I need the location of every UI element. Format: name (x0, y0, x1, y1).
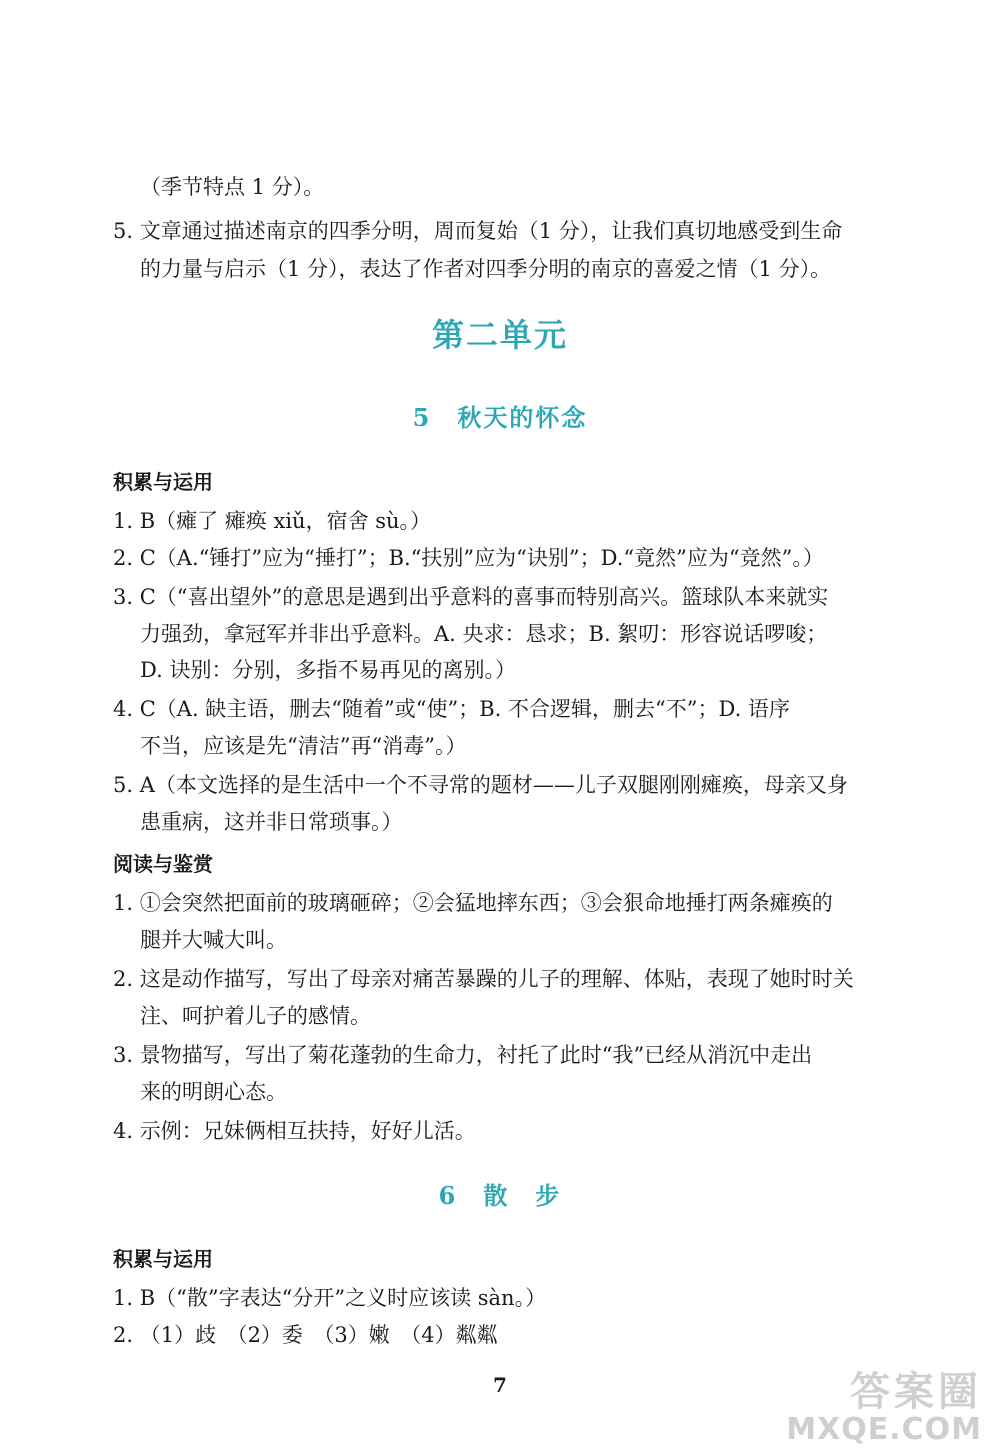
l5-reading-line-1: 1. ①会突然把面前的玻璃砸碎；②会猛地摔东西；③会狠命地捶打两条瘫痪的 (113, 891, 833, 915)
lesson-5-title: 5 秋天的怀念 (412, 403, 588, 432)
l5-accumulate-line-8: 5. A（本文选择的是生活中一个不寻常的题材——儿子双腿刚刚瘫痪，母亲又身 (113, 773, 848, 797)
l5-reading-line-3: 2. 这是动作描写，写出了母亲对痛苦暴躁的儿子的理解、体贴，表现了她时时关 (113, 967, 854, 991)
intro-item-5-line-2: 的力量与启示（1 分），表达了作者对四季分明的南京的喜爱之情（1 分）。 (140, 257, 832, 281)
l5-accumulate-line-7: 不当，应该是先“清洁”再“消毒”。） (140, 734, 467, 758)
season-note: （季节特点 1 分）。 (140, 175, 325, 199)
l5-accumulate-line-9: 患重病，这并非日常琐事。） (140, 810, 403, 834)
lesson-5-section-accumulate: 积累与运用 (113, 470, 213, 494)
unit-title: 第二单元 (431, 316, 568, 354)
lesson-6-title: 6 散 步 (438, 1181, 562, 1210)
watermark-domain: MXQE.COM (786, 1412, 982, 1447)
l5-accumulate-line-2: 2. C（A.“锤打”应为“捶打”；B.“扶别”应为“诀别”；D.“竟然”应为“竞然”。） (113, 546, 824, 570)
watermark-logo (786, 1370, 982, 1446)
l5-reading-line-6: 来的明朗心态。 (140, 1080, 287, 1104)
lesson-6-section-accumulate: 积累与运用 (113, 1247, 213, 1271)
intro-item-5-line-1: 5. 文章通过描述南京的四季分明，周而复始（1 分），让我们真切地感受到生命 (113, 219, 843, 243)
l5-accumulate-line-5: D. 诀别：分别，多指不易再见的离别。） (140, 658, 516, 682)
l5-accumulate-line-3: 3. C（“喜出望外”的意思是遇到出乎意料的喜事而特别高兴。篮球队本来就实 (113, 585, 829, 609)
page-number: 7 (493, 1373, 507, 1397)
l5-reading-line-4: 注、呵护着儿子的感情。 (140, 1004, 371, 1028)
l5-reading-line-5: 3. 景物描写，写出了菊花蓬勃的生命力，衬托了此时“我”已经从消沉中走出 (113, 1043, 813, 1067)
l5-reading-line-7: 4. 示例：兄妹俩相互扶持，好好儿活。 (113, 1119, 476, 1143)
watermark-chinese: 答案圈 (850, 1369, 982, 1415)
l5-reading-line-2: 腿并大喊大叫。 (140, 928, 287, 952)
l5-accumulate-line-1: 1. B（瘫了 瘫痪 xiǔ，宿舍 sù。） (113, 509, 432, 533)
l6-accumulate-line-1: 1. B（“散”字表达“分开”之义时应该读 sàn。） (113, 1286, 547, 1310)
lesson-5-section-reading: 阅读与鉴赏 (113, 852, 213, 876)
l5-accumulate-line-4: 力强劲，拿冠军并非出乎意料。A. 央求：恳求；B. 絮叨：形容说话啰唆； (140, 622, 828, 646)
l5-accumulate-line-6: 4. C（A. 缺主语，删去“随着”或“使”；B. 不合逻辑，删去“不”；D. 语序 (113, 697, 790, 721)
l6-accumulate-line-2: 2. （1）歧 （2）委 （3）嫩 （4）粼粼 (113, 1323, 498, 1347)
